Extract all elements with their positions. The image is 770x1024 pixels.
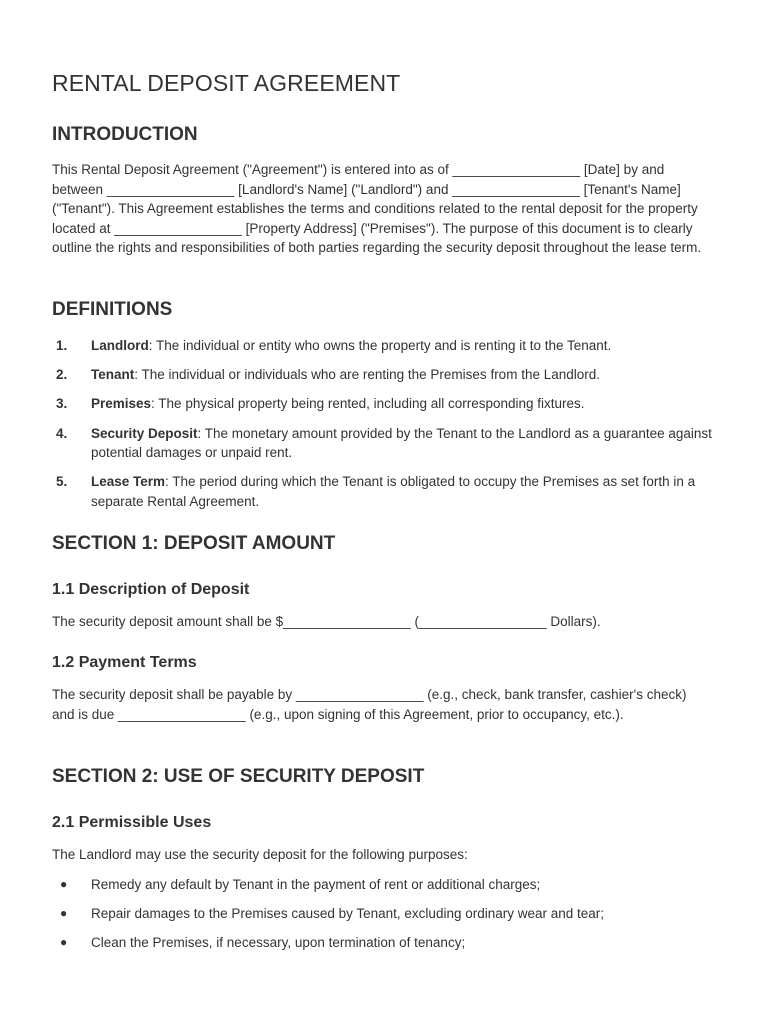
section1-1-heading: 1.1 Description of Deposit bbox=[52, 581, 250, 598]
definition-number: 4. bbox=[56, 425, 68, 441]
permissible-uses-list bbox=[52, 875, 712, 953]
definition-text: : The physical property being rented, including all corresponding fixtures. bbox=[151, 396, 585, 412]
definition-number: 1. bbox=[56, 338, 68, 353]
definition-term: Tenant bbox=[91, 367, 135, 383]
definition-number: 5. bbox=[56, 474, 68, 490]
definition-item bbox=[52, 394, 712, 414]
document-title: RENTAL DEPOSIT AGREEMENT bbox=[52, 70, 401, 96]
list-item bbox=[52, 933, 712, 953]
definition-term: Landlord bbox=[91, 338, 149, 353]
bullet-icon: ● bbox=[60, 877, 68, 891]
definition-text: : The period during which the Tenant is obligated to occupy the Premises as set forth in a separate Rental Agreement. bbox=[91, 474, 696, 509]
section1-1-paragraph: The security deposit amount shall be $_________________ (_________________ Dollars). bbox=[52, 614, 601, 629]
section2-1-intro: The Landlord may use the security deposit for the following purposes: bbox=[52, 847, 468, 862]
list-item bbox=[52, 904, 712, 924]
definition-item bbox=[52, 336, 712, 356]
introduction-paragraph: This Rental Deposit Agreement ("Agreement") is entered into as of _________________ [Date] by and between _________________ [Landlord's Name] ("Landlord") and _________________ [Tenant's Name] ("Tenant"). This Agreement establishes the terms and conditions related to the rental deposit for the property located at _________________ [Property Address] ("Premises"). The purpose of this document is to clearly outline the rights and responsibilities of both parties regarding the security deposit throughout the lease term. bbox=[52, 162, 702, 256]
list-item-text: Clean the Premises, if necessary, upon termination of tenancy; bbox=[91, 935, 466, 951]
section2-heading: SECTION 2: USE OF SECURITY DEPOSIT bbox=[52, 766, 425, 787]
definition-number: 2. bbox=[56, 367, 68, 383]
definition-text: : The individual or entity who owns the property and is renting it to the Tenant. bbox=[148, 338, 612, 353]
section2-1-heading: 2.1 Permissible Uses bbox=[52, 814, 212, 831]
section1-heading: SECTION 1: DEPOSIT AMOUNT bbox=[52, 533, 336, 554]
definition-text: : The monetary amount provided by the Tenant to the Landlord as a guarantee against potential damages or unpaid rent. bbox=[91, 425, 712, 461]
section1-2-heading: 1.2 Payment Terms bbox=[52, 654, 197, 671]
definitions-list bbox=[52, 336, 712, 512]
definition-term: Lease Term bbox=[91, 474, 166, 490]
list-item-text: Remedy any default by Tenant in the payment of rent or additional charges; bbox=[91, 877, 541, 892]
definitions-heading: DEFINITIONS bbox=[52, 299, 173, 320]
list-item bbox=[52, 875, 712, 895]
definition-item bbox=[52, 365, 712, 385]
bullet-icon: ● bbox=[60, 906, 68, 921]
definition-term: Security Deposit bbox=[91, 425, 198, 441]
list-item-text: Repair damages to the Premises caused by Tenant, excluding ordinary wear and tear; bbox=[91, 906, 605, 922]
bullet-icon: ● bbox=[60, 935, 68, 950]
introduction-heading: INTRODUCTION bbox=[52, 124, 198, 145]
definition-number: 3. bbox=[56, 396, 68, 412]
section1-2-paragraph: The security deposit shall be payable by _________________ (e.g., check, bank transfer, cashier's check) and is due _________________ (e.g., upon signing of this Agreement, prior to occupancy, etc.). bbox=[52, 687, 687, 722]
definition-item bbox=[52, 472, 712, 511]
definition-text: : The individual or individuals who are renting the Premises from the Landlord. bbox=[134, 367, 600, 383]
definition-term: Premises bbox=[91, 396, 152, 412]
definition-item bbox=[52, 424, 712, 463]
